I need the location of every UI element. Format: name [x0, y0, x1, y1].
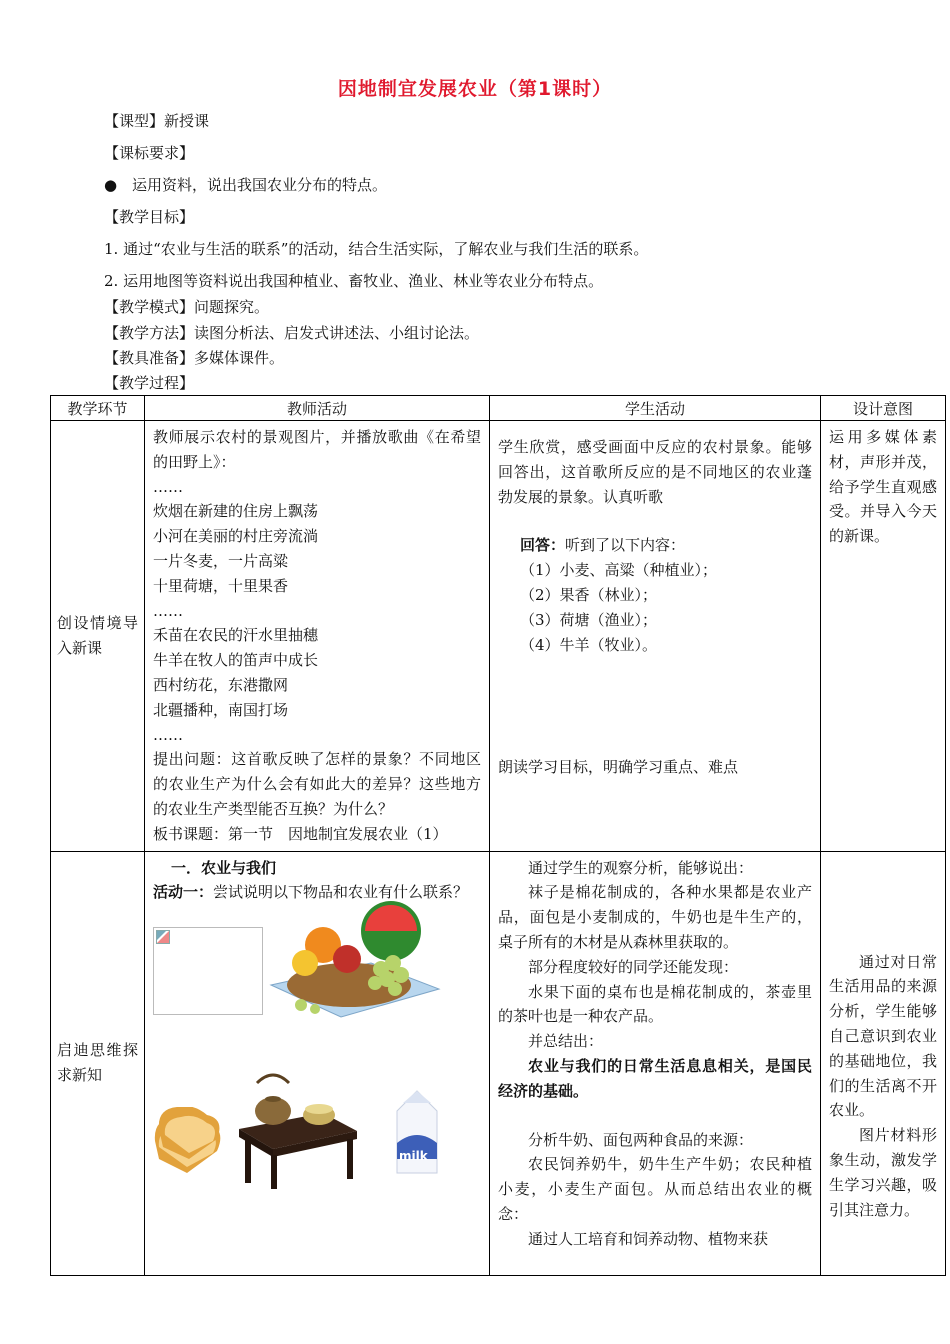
milk-carton-icon	[393, 1089, 441, 1175]
activity-text: 尝试说明以下物品和农业有什么联系？	[213, 883, 469, 902]
student-answer	[498, 533, 812, 558]
student-activity-explore	[490, 851, 821, 1275]
teaching-tools: 【教具准备】多媒体课件。	[104, 349, 285, 367]
student-conclusion: 农业与我们的日常生活息息相关，是国民经济的基础。	[498, 1056, 812, 1100]
answer-label: 回答：	[520, 536, 566, 555]
lyric-line: 一片冬麦，一片高粱	[153, 551, 289, 570]
list-item: （1）小麦、高粱（种植业）；	[520, 561, 718, 580]
header-intent: 设计意图	[821, 396, 946, 421]
teaching-method: 【教学方法】读图分析法、启发式讲述法、小组讨论法。	[104, 324, 480, 342]
student-line: 部分程度较好的同学还能发现：	[528, 957, 739, 976]
activity-label: 活动一：	[153, 883, 214, 902]
fruit-bowl-icon	[261, 893, 453, 1021]
goal-2: 2. 运用地图等资料说出我国种植业、畜牧业、渔业、林业等农业分布特点。	[104, 272, 604, 290]
teacher-activity-explore	[145, 851, 490, 1275]
process-heading: 【教学过程】	[104, 374, 195, 392]
standard-item	[104, 174, 387, 195]
header-student: 学生活动	[490, 396, 821, 421]
table-row	[51, 421, 946, 852]
lyric-line: 小河在美丽的村庄旁流淌	[153, 527, 319, 546]
teacher-line: 教师展示农村的景观图片，并播放歌曲《在希望的田野上》：	[153, 428, 481, 471]
student-line: 朗读学习目标，明确学习重点、难点	[498, 758, 739, 777]
teacher-activity-intro	[145, 421, 490, 852]
student-line: 袜子是棉花制成的，各种水果都是农业产品，面包是小麦制成的，牛奶也是牛生产的，桌子所有的木材是从森林里获取的。	[498, 883, 812, 951]
bread-icon	[147, 1107, 237, 1179]
intent-intro: 运用多媒体素材，声形并茂，给予学生直观感受。并导入今天的新课。	[821, 421, 946, 852]
table-header-row	[51, 396, 946, 421]
teacher-line: ……	[153, 725, 183, 744]
standard-text: 运用资料，说出我国农业分布的特点。	[132, 176, 388, 194]
student-line: 分析牛奶、面包两种食品的来源：	[528, 1130, 754, 1149]
student-line: 通过人工培育和饲养动物、植物来获	[528, 1229, 769, 1248]
intent-text: 通过对日常生活用品的来源分析，学生能够自己意识到农业的基础地位，我们的生活离不开农业。	[829, 952, 937, 1120]
illustration-area	[153, 919, 481, 1249]
lyric-line: 禾苗在农民的汗水里抽穗	[153, 626, 319, 645]
intent-text: 图片材料形象生动，激发学生学习兴趣，吸引其注意力。	[829, 1126, 937, 1219]
table-row	[51, 851, 946, 1275]
stage-intro: 创设情境导入新课	[51, 421, 145, 852]
lyric-line: 北疆播种，南国打场	[153, 700, 289, 719]
lyric-line: 十里荷塘，十里果香	[153, 576, 289, 595]
student-line: 通过学生的观察分析，能够说出：	[528, 858, 754, 877]
teacher-line: ……	[153, 477, 183, 496]
lesson-table	[50, 395, 946, 1276]
teacher-line: ……	[153, 601, 183, 620]
stage-explore: 启迪思维探求新知	[51, 851, 145, 1275]
student-line: 学生欣赏，感受画面中反应的农村景象。能够回答出，这首歌所反应的是不同地区的农业蓬勃发展的景象。认真听歌	[498, 438, 812, 506]
goal-1: 1. 通过“农业与生活的联系”的活动，结合生活实际，了解农业与我们生活的联系。	[104, 240, 649, 258]
lyric-line: 牛羊在牧人的笛声中成长	[153, 651, 319, 670]
list-item: （2）果香（林业）；	[520, 585, 658, 604]
page-title: 因地制宜发展农业（第1课时）	[337, 78, 613, 100]
section-heading: 一．农业与我们	[171, 858, 277, 877]
goals-heading: 【教学目标】	[104, 208, 195, 226]
student-line: 水果下面的桌布也是棉花制成的，茶壶里的茶叶也是一种农产品。	[498, 982, 812, 1026]
teacher-question: 提出问题：这首歌反映了怎样的景象？不同地区的农业生产为什么会有如此大的差异？这些地方的农业生产类型能否互换？为什么？	[153, 750, 481, 818]
teapot-table-icon	[233, 1069, 363, 1189]
header-teacher: 教师活动	[145, 396, 490, 421]
student-line: 并总结出：	[528, 1032, 604, 1051]
list-item: （4）牛羊（牧业）。	[520, 635, 658, 654]
teaching-mode: 【教学模式】问题探究。	[104, 298, 270, 316]
broken-image-icon	[153, 927, 263, 1015]
lyric-line: 西村纺花，东港撒网	[153, 675, 289, 694]
teacher-board-title: 板书课题：第一节 因地制宜发展农业（1）	[153, 824, 448, 843]
student-activity-intro	[490, 421, 821, 852]
header-stage: 教学环节	[51, 396, 145, 421]
student-line: 农民饲养奶牛，奶牛生产牛奶；农民种植小麦，小麦生产面包。从而总结出农业的概念：	[498, 1155, 812, 1223]
list-item: （3）荷塘（渔业）；	[520, 610, 658, 629]
milk-label: milk	[399, 1149, 428, 1164]
bullet-icon: ●	[104, 176, 118, 194]
course-type: 【课型】新授课	[104, 112, 210, 130]
intent-explore	[821, 851, 946, 1275]
standard-heading: 【课标要求】	[104, 144, 195, 162]
answer-text: 听到了以下内容：	[565, 536, 686, 555]
lyric-line: 炊烟在新建的住房上飘荡	[153, 502, 319, 521]
